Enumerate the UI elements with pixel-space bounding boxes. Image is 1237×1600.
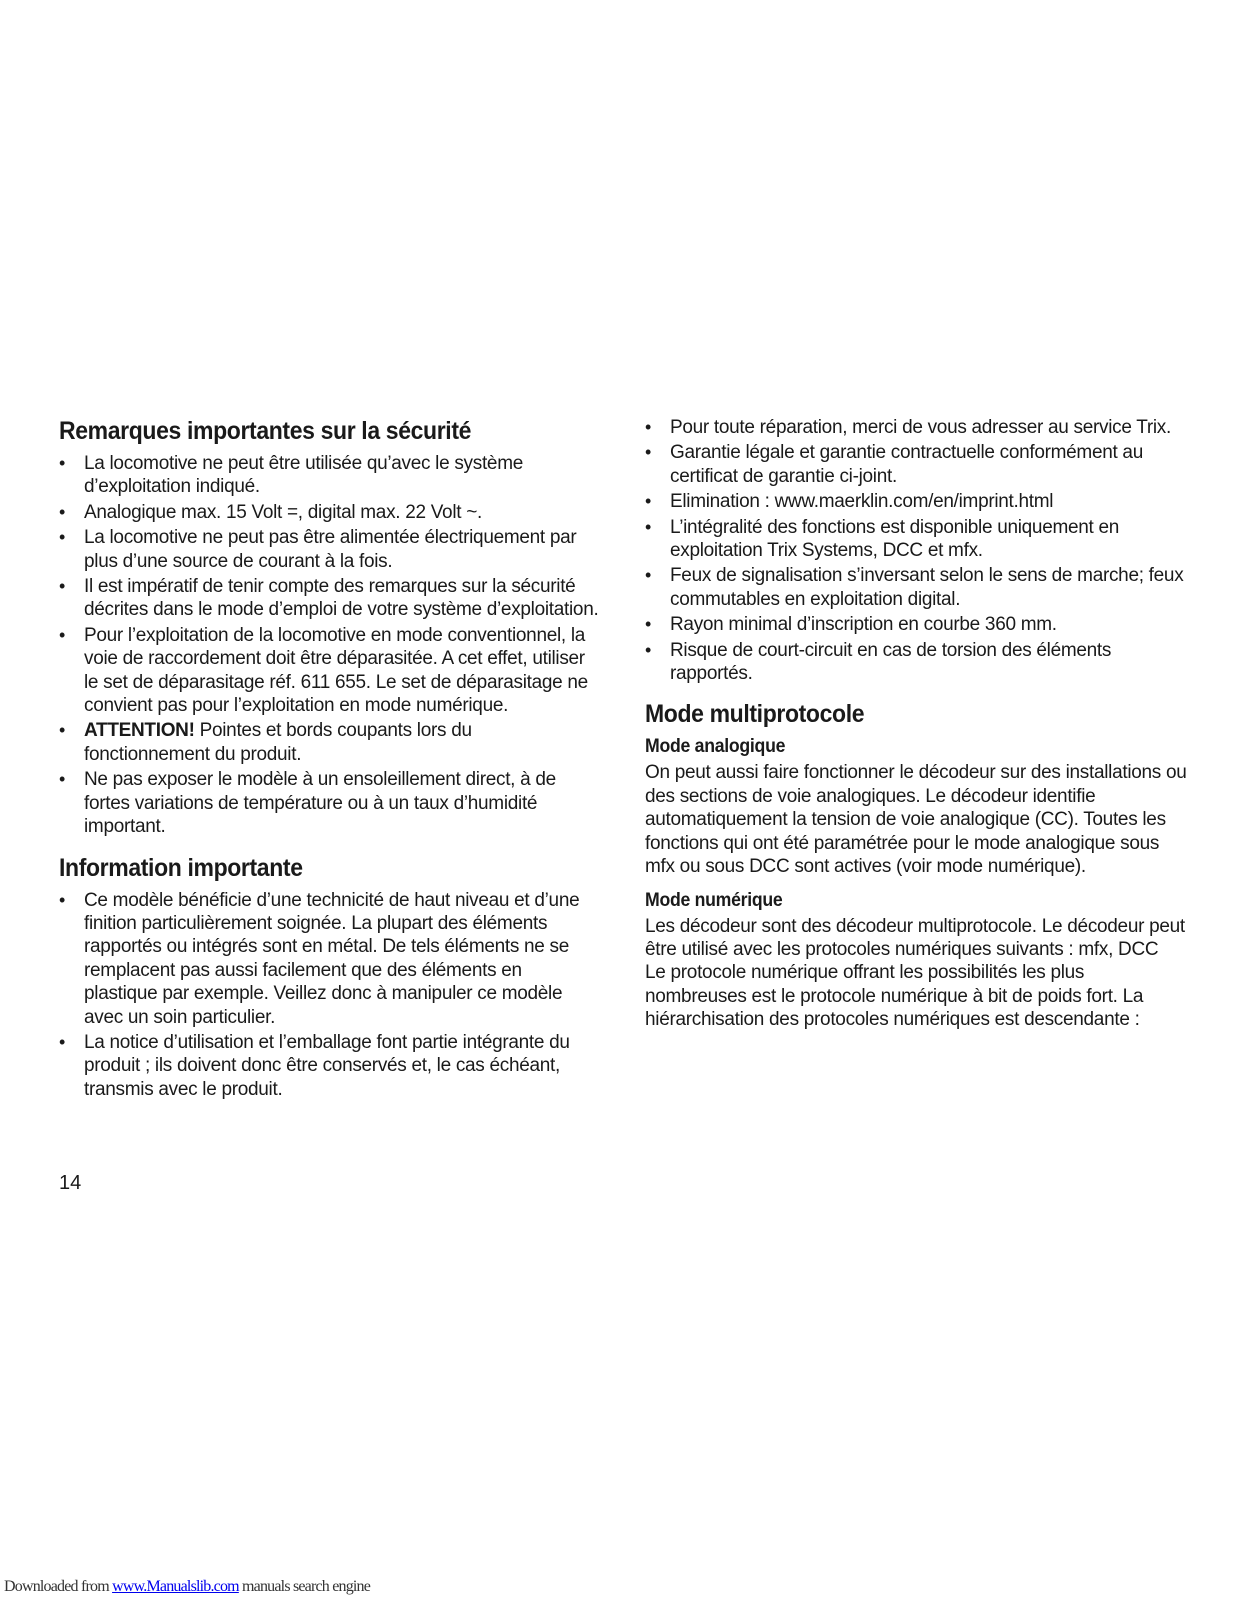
list-item: • Feux de signalisation s’inversant selon le sens de marche; feux commutables en exploitation digital.: [645, 565, 1184, 610]
bullet-icon: •: [645, 516, 652, 537]
attention-label: ATTENTION!: [84, 720, 195, 742]
list-item: • Il est impératif de tenir compte des remarques sur la sécurité décrites dans le mode d’emploi de votre système d’exploitation.: [59, 576, 599, 621]
bullet-icon: •: [645, 565, 652, 586]
info-list: [59, 889, 599, 1102]
bullet-icon: •: [59, 501, 66, 522]
list-item: • La locomotive ne peut être utilisée qu’avec le système d’exploitation indiqué.: [59, 453, 523, 498]
list-item: • Pour toute réparation, merci de vous adresser au service Trix.: [645, 417, 1171, 438]
bullet-icon: •: [645, 417, 652, 437]
digital-text-1: Les décodeur sont des décodeur multiprotocole. Le décodeur peut être utilisé avec les protocoles numériques suivants : mfx, DCC: [645, 915, 1185, 960]
bullet-icon: •: [59, 576, 66, 597]
bullet-icon: •: [645, 491, 652, 512]
list-item: • Elimination : www.maerklin.com/en/imprint.html: [645, 491, 1054, 513]
footer-suffix: manuals search engine: [238, 1578, 371, 1595]
list-item: • Risque de court-circuit en cas de torsion des éléments rapportés.: [645, 639, 1112, 685]
bullet-icon: •: [645, 639, 652, 660]
safety-heading: Remarques importantes sur la sécurité: [59, 417, 472, 445]
list-item-attention: • ATTENTION! Pointes et bords coupants lors du fonctionnement du produit.: [59, 720, 472, 765]
bullet-icon: •: [59, 527, 66, 548]
bullet-icon: •: [59, 769, 66, 790]
manualslib-link[interactable]: www.Manualslib.com: [112, 1578, 239, 1595]
page-number: 14: [59, 1172, 82, 1194]
bullet-icon: •: [645, 614, 652, 635]
bullet-icon: •: [59, 453, 66, 473]
notes-list: [645, 416, 1190, 685]
list-item: • Ce modèle bénéficie d’une technicité de haut niveau et d’une finition particulièrement soignée. La plupart des éléments rapportés ou intégrés sont en métal. De tels éléments ne se remplacent pas aussi facilement que des éléments en plastique par exemple. Veillez donc à manipuler ce modèle avec un soin particulier.: [59, 889, 580, 1028]
analog-text: On peut aussi faire fonctionner le décodeur sur des installations ou des sections de voie analogiques. Le décodeur identifie automatiquement la tension de voie analogique (CC). Toutes les fonctions qui ont été paramétrée pour le mode analogique sous mfx ou sous DCC sont actives (voir mode numérique).: [645, 762, 1187, 878]
digital-text-2: Le protocole numérique offrant les possibilités les plus nombreuses est le protocole numérique à bit de poids fort. La hiérarchisation des protocoles numériques est descendante :: [645, 962, 1144, 1031]
left-column: [59, 416, 599, 1103]
footer: [4, 1578, 370, 1596]
list-item: • L’intégralité des fonctions est disponible uniquement en exploitation Trix Systems, DCC et mfx.: [645, 516, 1120, 562]
bullet-icon: •: [59, 624, 66, 645]
list-item: • Garantie légale et garantie contractuelle conformément au certificat de garantie ci-joint.: [645, 442, 1143, 487]
info-heading: Information importante: [59, 853, 303, 882]
list-item: • Ne pas exposer le modèle à un ensoleillement direct, à de fortes variations de température ou à un taux d’humidité important.: [59, 769, 556, 838]
safety-list: [59, 452, 599, 839]
bullet-icon: •: [645, 442, 652, 463]
bullet-icon: •: [59, 1031, 66, 1052]
list-item: • La locomotive ne peut pas être alimentée électriquement par plus d’une source de courant à la fois.: [59, 527, 577, 572]
footer-prefix: Downloaded from: [4, 1578, 113, 1595]
list-item: • Pour l’exploitation de la locomotive en mode conventionnel, la voie de raccordement doit être déparasitée. A cet effet, utiliser le set de déparasitage réf. 611 655. Le set de déparasitage ne convient pas pour l’exploitation en mode numérique.: [59, 624, 588, 717]
digital-heading: Mode numérique: [645, 889, 783, 911]
multiprotocol-heading: Mode multiprotocole: [645, 700, 865, 729]
bullet-icon: •: [59, 720, 66, 741]
analog-heading: Mode analogique: [645, 736, 786, 758]
list-item: • Analogique max. 15 Volt =, digital max. 22 Volt ~.: [59, 501, 482, 523]
bullet-icon: •: [59, 889, 66, 910]
list-item: • La notice d’utilisation et l’emballage font partie intégrante du produit ; ils doivent donc être conservés et, le cas échéant, transmis avec le produit.: [59, 1031, 570, 1100]
right-column: [645, 416, 1190, 1032]
list-item: • Rayon minimal d’inscription en courbe 360 mm.: [645, 614, 1057, 636]
